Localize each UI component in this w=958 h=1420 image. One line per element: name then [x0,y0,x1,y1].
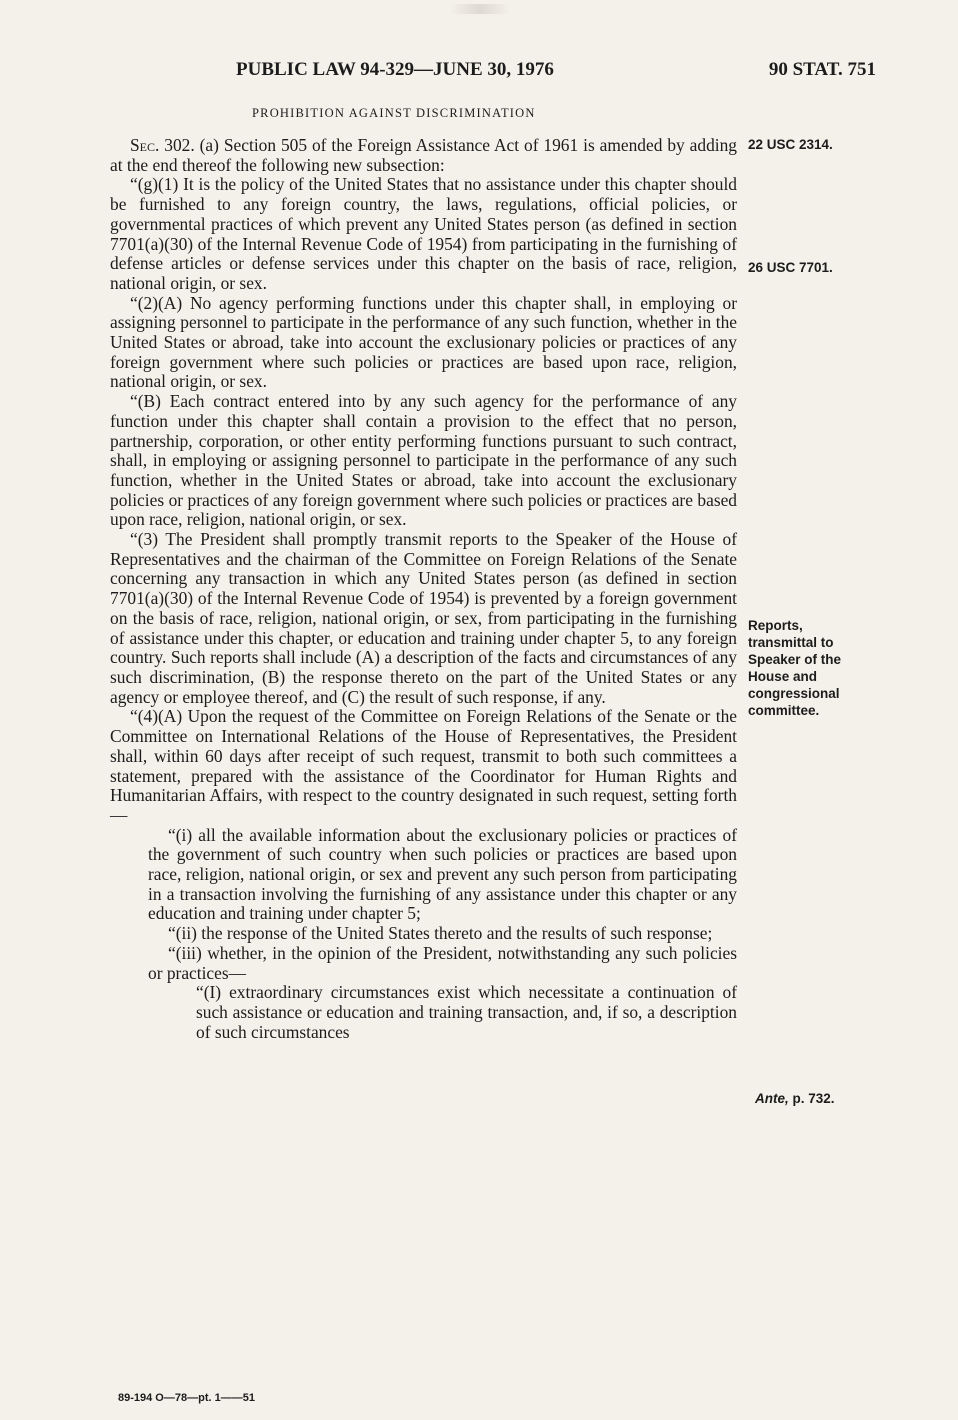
paragraph-text: 302. (a) Section 505 of the Foreign Assistance Act of 1961 is amended by adding at the end thereof the following new subsection: [110,135,737,175]
paragraph-4a-iii-I: “(I) extraordinary circumstances exist which necessitate a continuation of such assistance or education and training transaction, and, if so, a description of such circumstances [196,982,737,1042]
law-title: PUBLIC LAW 94-329—JUNE 30, 1976 [236,59,554,80]
print-footer: 89-194 O—78—pt. 1——51 [118,1392,255,1404]
paragraph-2b: “(B) Each contract entered into by any such agency for the performance of any function under this chapter shall contain a provision to the effect that no person, partnership, corporation, or other entity performing functions pursuant to such contract, shall, in employing or assigning personnel to participate in the performance of any such function, whether in the United States or abroad, take into account the exclusionary policies or practices of any foreign government where such policies or practices are based upon race, religion, national origin, or sex. [110,391,737,530]
paragraph-4a-ii: “(ii) the response of the United States thereto and the results of such response; [168,923,713,944]
scan-artifact [450,4,510,14]
paragraph-4a-i: “(i) all the available information about the exclusionary policies or practices of the government of such country when such policies or practices are based upon race, religion, national origin, or sex and prevent any such person from participating in a transaction involving the furnishing of any assistance under this chapter or any education and training under chapter 5; [148,824,737,924]
margin-note-reports: Reports, transmittal to Speaker of the House and congressional committee. [748,618,842,718]
paragraph-g1: “(g)(1) It is the policy of the United States that no assistance under this chapter should be furnished to any foreign country, the laws, regulations, official policies, or governmental practices of which prevent any United States person (as defined in section 7701(a)(30) of the Internal Revenue Code of 1954) from participating in the furnishing of defense articles or defense services under this chapter on the basis of race, religion, national origin, or sex. [110,174,737,293]
section-heading: PROHIBITION AGAINST DISCRIMINATION [252,106,536,120]
body-text [110,136,737,1042]
page-header [236,59,876,83]
paragraph-3: “(3) The President shall promptly transmit reports to the Speaker of the House of Representatives and the chairman of the Committee on Foreign Relations of the Senate concerning any transaction in which any United States person (as defined in section 7701(a)(30) of the Internal Revenue Code of 1954) is prevented by a foreign government on the basis of race, religion, national origin, or sex, from participating in the furnishing of assistance under this chapter, or education and training under chapter 5, to any foreign country. Such reports shall include (A) a description of the facts and circumstances of any such discrimination, (B) the response thereto on the part of the United States or any agency or employee thereof, and (C) the result of such response, if any. [110,529,737,707]
margin-note-26-usc: 26 USC 7701. [748,260,833,275]
ante-label: Ante, [755,1091,789,1106]
margin-note-22-usc: 22 USC 2314. [748,137,833,152]
paragraph-sec-302 [110,136,737,175]
stat-reference: 90 STAT. 751 [768,59,876,80]
ante-page: p. 732. [788,1091,835,1106]
sec-label: Sec. [130,135,160,155]
margin-note-ante [755,1090,875,1107]
paragraph-4a: “(4)(A) Upon the request of the Committee on Foreign Relations of the Senate or the Committee on International Relations of the House of Representatives, the President shall, within 60 days after receipt of such request, transmit to both such committees a statement, prepared with the assistance of the Coordinator for Human Rights and Humanitarian Affairs, with respect to the country designated in such request, setting forth— [110,706,737,825]
paragraph-4a-iii: “(iii) whether, in the opinion of the President, notwithstanding any such policies or practices— [148,942,737,983]
paragraph-2a: “(2)(A) No agency performing functions under this chapter shall, in employing or assigning personnel to participate in the performance of any such function, whether in the United States or abroad, take into account the exclusionary policies or practices of any foreign government where such policies or practices are based upon race, religion, national origin, or sex. [110,292,737,392]
